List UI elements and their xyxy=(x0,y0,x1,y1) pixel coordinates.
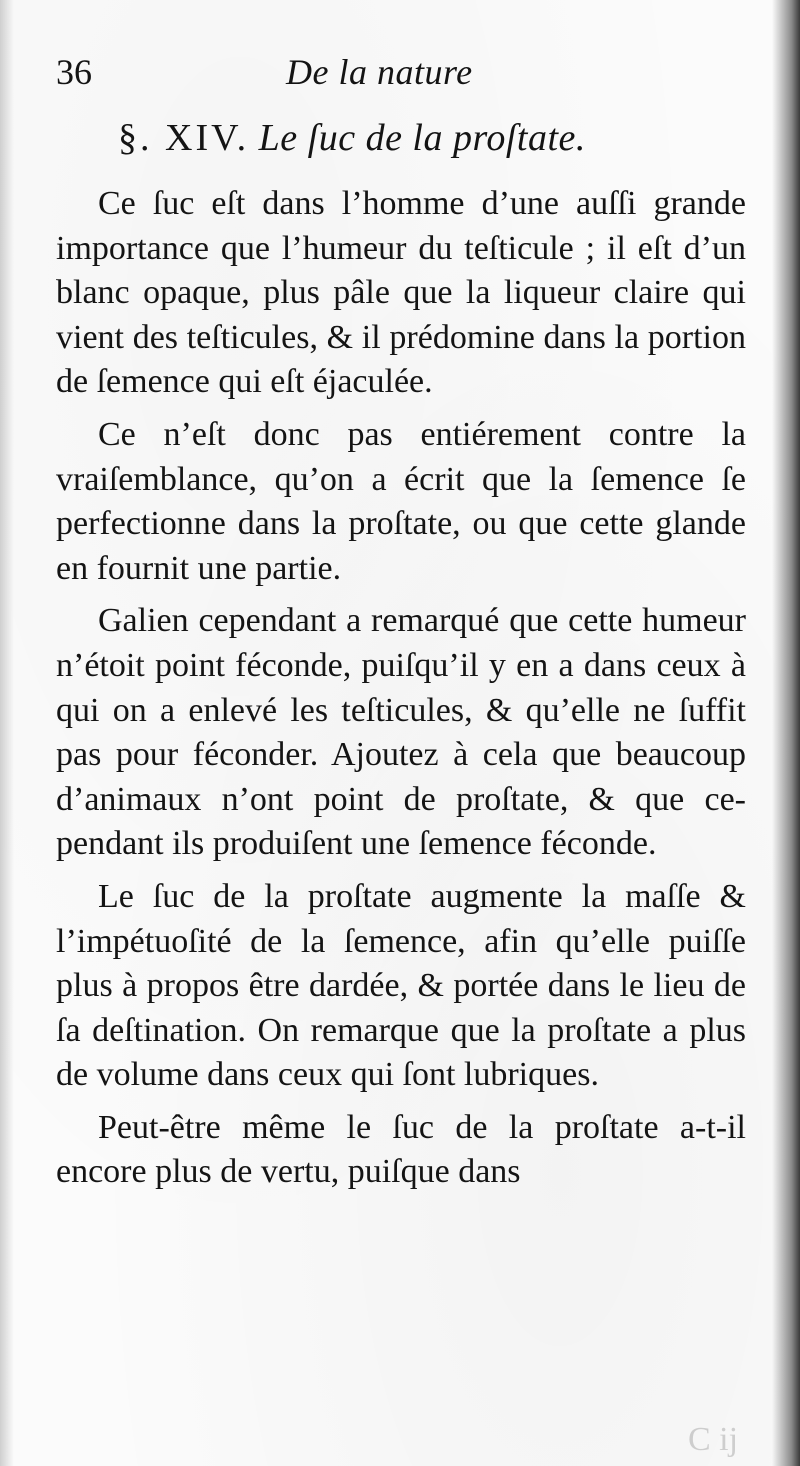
body-text xyxy=(56,182,746,1195)
signature-mark: C ij xyxy=(688,1421,739,1458)
page-header xyxy=(56,42,746,102)
page-number: 36 xyxy=(56,52,92,92)
paragraph: Ce ſuc eſt dans l’homme d’une auſſi grande importance que l’humeur du teſticule ; il eſt d’un blanc opaque, plus pâle que la liqueur claire qui vient des teſticules, & il prédomine dans la portion de ſemence qui eſt éjaculée. xyxy=(56,185,746,401)
paragraph: Ce n’eſt donc pas entiérement contre la vraiſemblance, qu’on a écrit que la ſemence ſe perfectionne dans la proſtate, ou que cette glande en fournit une partie. xyxy=(56,415,746,587)
paragraph: Le ſuc de la proſtate augmente la maſſe & l’impétuoſité de la ſemence, afin qu’elle puiſſe plus à propos être dardée, & portée dans le lieu de ſa deſtination. On remarque que la proſtate a plus de volume dans ceux qui ſont lubriques. xyxy=(56,877,746,1094)
paragraph: Galien cependant a remarqué que cette humeur n’étoit point féconde, puiſqu’il y en a dans ceux à qui on a enlevé les teſticules, & qu’elle ne ſuffit pas pour féconder. Ajoutez à cela que beaucoup d’animaux n’ont point de proſtate, & que cependant ils produiſent une ſemence féconde. xyxy=(56,602,746,863)
page-right-shadow xyxy=(772,0,800,1466)
section-title: Le ſuc de la proſtate. xyxy=(258,117,586,159)
paragraph: Peut-être même le ſuc de la proſtate a-t-il encore plus de vertu, puiſque dans xyxy=(56,1108,746,1191)
section-number: §. XIV. xyxy=(118,117,250,159)
page-left-shadow xyxy=(0,0,14,1466)
running-title: De la nature xyxy=(286,52,473,92)
section-heading xyxy=(118,110,586,166)
